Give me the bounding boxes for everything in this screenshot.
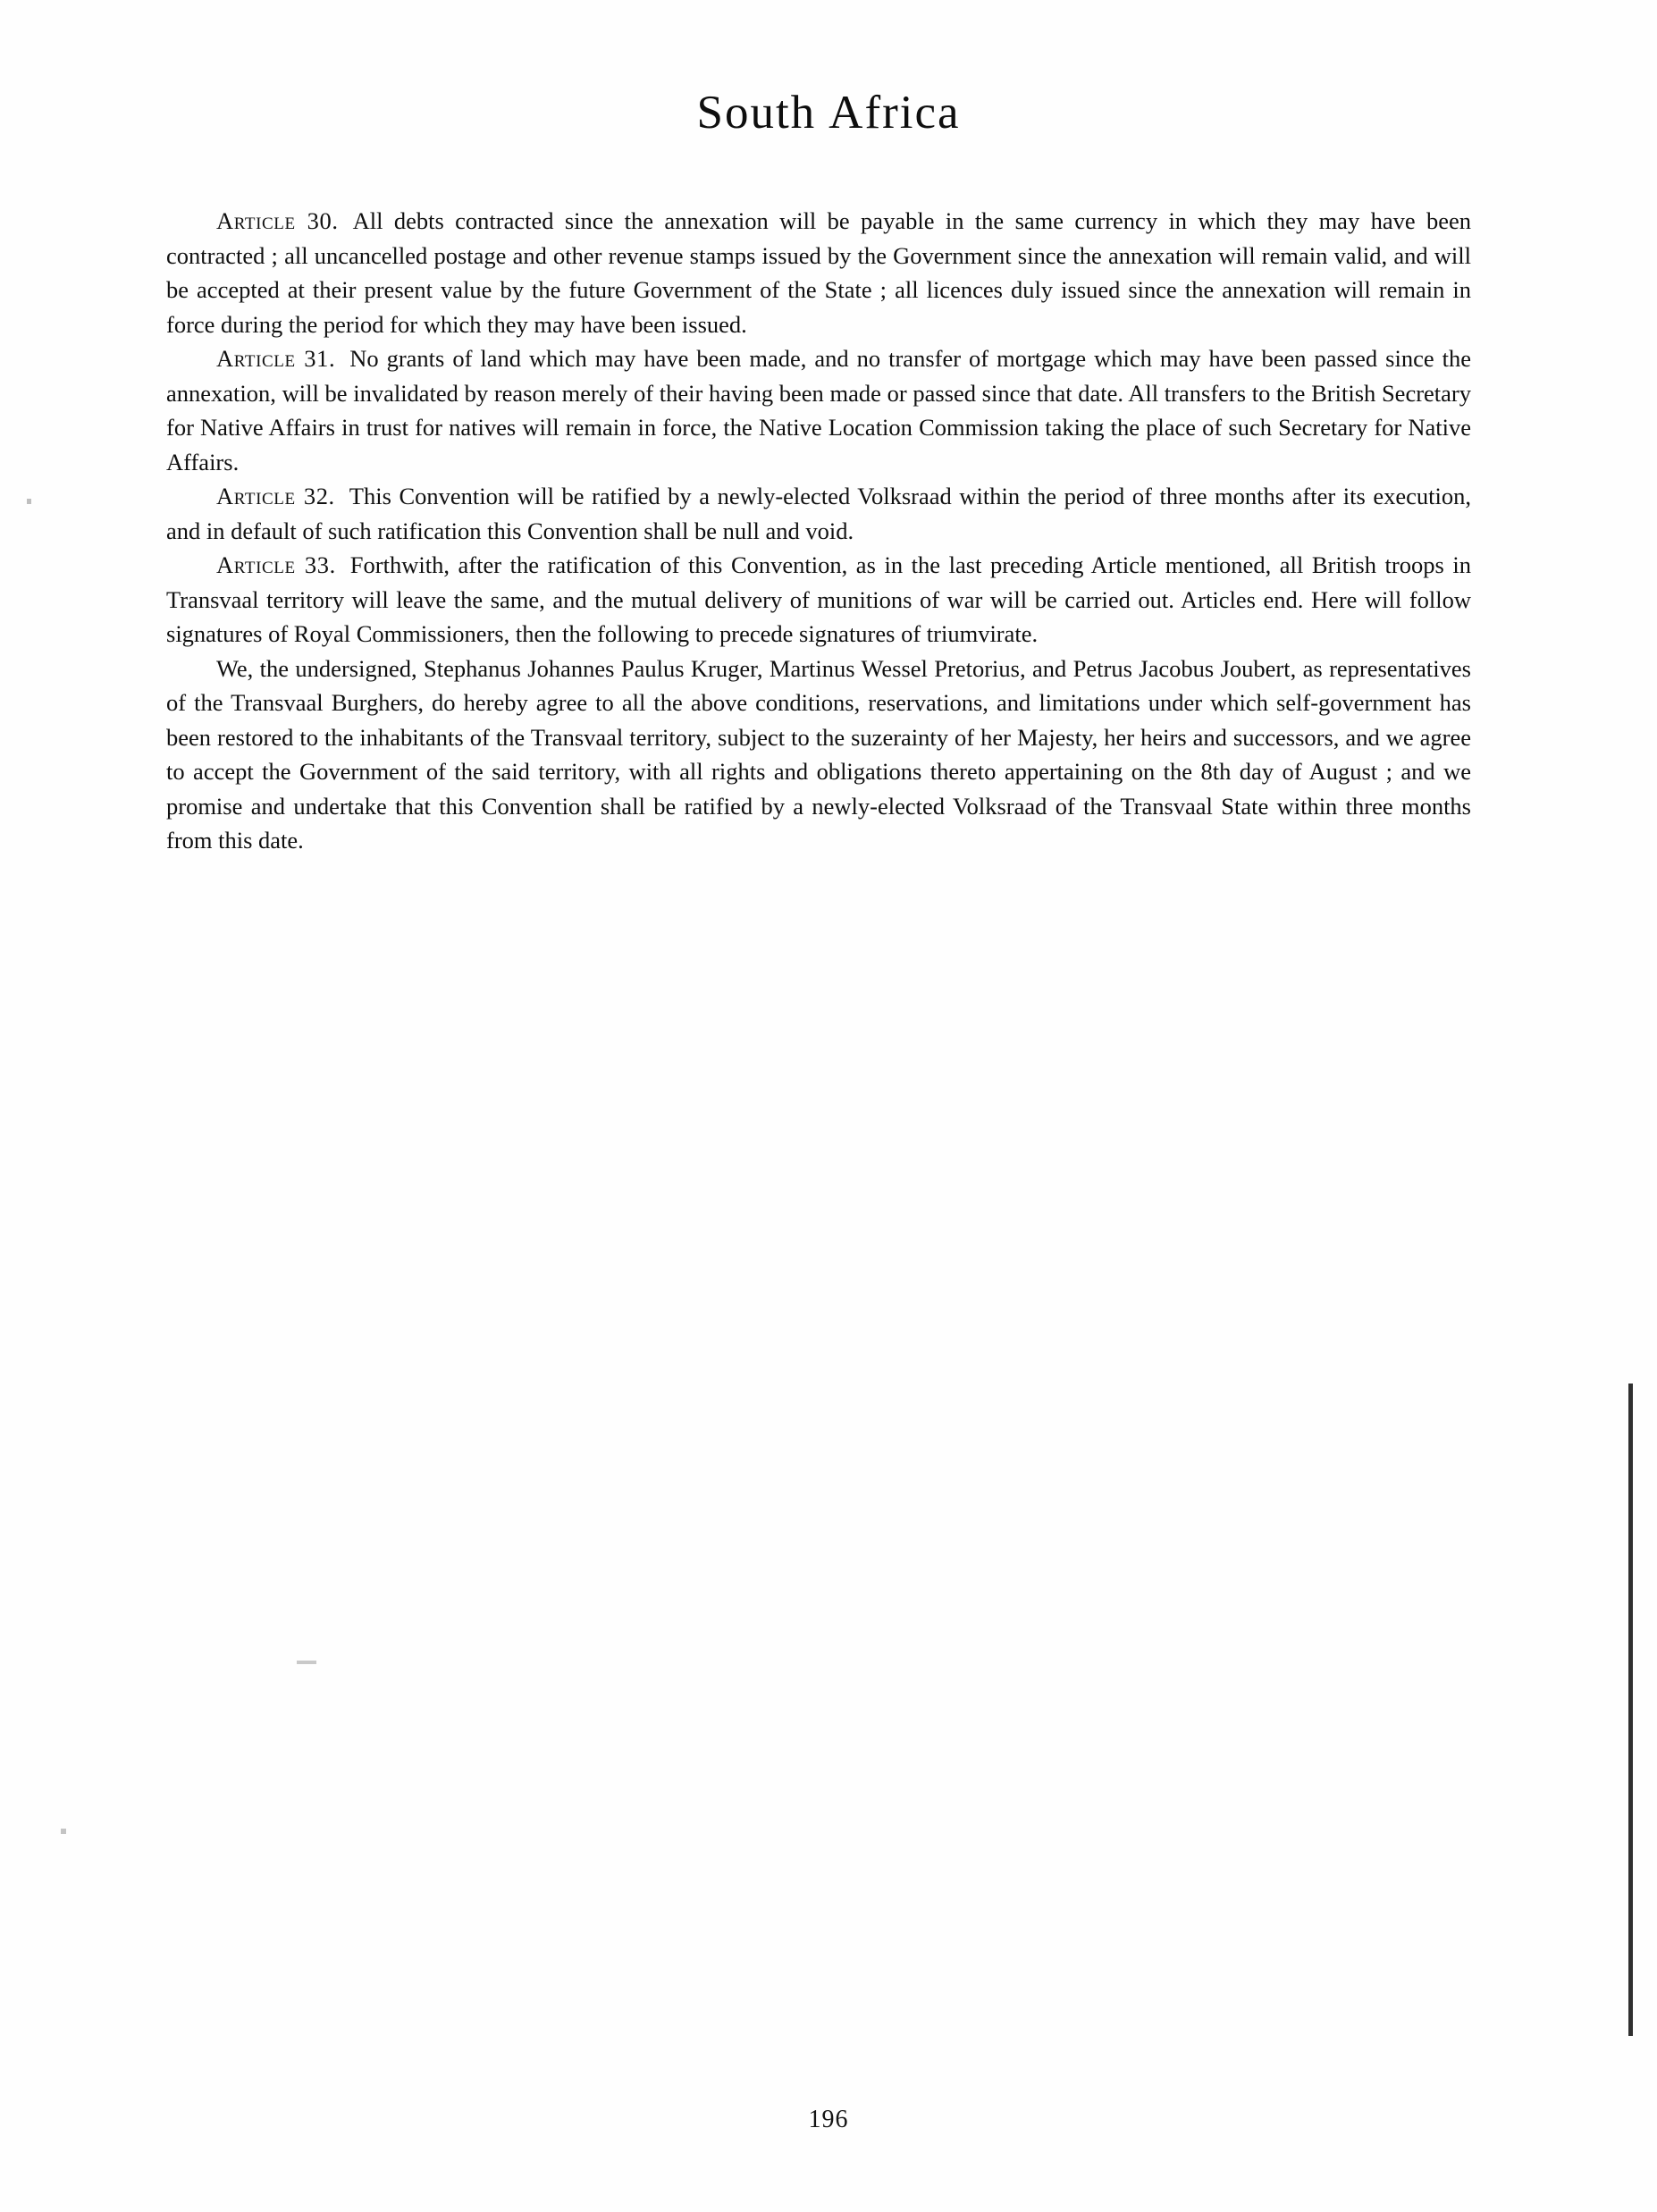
paragraph-article-30 bbox=[166, 204, 1471, 341]
scan-artifact-mark bbox=[297, 1661, 316, 1664]
page-title bbox=[0, 86, 1657, 139]
article-text-32: This Convention will be ratified by a newly-elected Volksraad within the period of three months after its execution, and in default of such ratification this Convention shall be null and void. bbox=[166, 483, 1472, 544]
paragraph-signatories bbox=[166, 652, 1471, 858]
page-title-word-2: Africa bbox=[828, 87, 961, 139]
page-edge-rule bbox=[1628, 1384, 1633, 2036]
paragraph-article-31 bbox=[166, 341, 1471, 479]
article-label-32: Article 32. bbox=[216, 483, 335, 509]
body-text-block bbox=[166, 204, 1471, 858]
paragraph-article-33 bbox=[166, 548, 1471, 652]
article-label-31: Article 31. bbox=[216, 345, 336, 372]
page-number: 196 bbox=[808, 2106, 849, 2133]
article-label-33: Article 33. bbox=[216, 551, 336, 578]
scan-artifact-mark bbox=[61, 1829, 66, 1834]
signatories-text: We, the undersigned, Stephanus Johannes Paulus Kruger, Martinus Wessel Pretorius, and Petrus Jacobus Joubert, as representatives of the Transvaal Burghers, do hereby agree to all the above conditions, reservations, and limitations under which self-government has been restored to the inhabitants of the Transvaal territory, subject to the suzerainty of her Majesty, her heirs and successors, and we agree to accept the Government of the said territory, with all rights and obligations thereto appertaining on the 8th day of August ; and we promise and undertake that this Convention shall be ratified by a newly-elected Volksraad of the Transvaal State within three months from this date. bbox=[166, 654, 1471, 854]
article-text-30: All debts contracted since the annexation will be payable in the same currency in which they may have been contracted ; all uncancelled postage and other revenue stamps issued by the Government since the annexation will remain valid, and will be accepted at their present value by the future Government of the State ; all licences duly issued since the annexation will remain in force during the period for which they may have been issued. bbox=[166, 207, 1471, 338]
paragraph-article-32 bbox=[166, 479, 1471, 548]
page-title-word-1: South bbox=[696, 87, 817, 139]
scan-artifact-mark bbox=[27, 499, 31, 504]
article-label-30: Article 30. bbox=[216, 207, 339, 234]
article-text-31: No grants of land which may have been made, and no transfer of mortgage which may have been passed since the annexation, will be invalidated by reason merely of their having been made or passed since that date. All transfers to the British Secretary for Native Affairs in trust for natives will remain in force, the Native Location Commission taking the place of such Secretary for Native Affairs. bbox=[166, 345, 1471, 475]
article-text-33: Forthwith, after the ratification of this Convention, as in the last preceding Article mentioned, all British troops in Transvaal territory will leave the same, and the mutual delivery of munitions of war will be carried out. Articles end. Here will follow signatures of Royal Commissioners, then the following to precede signatures of triumvirate. bbox=[166, 551, 1471, 647]
